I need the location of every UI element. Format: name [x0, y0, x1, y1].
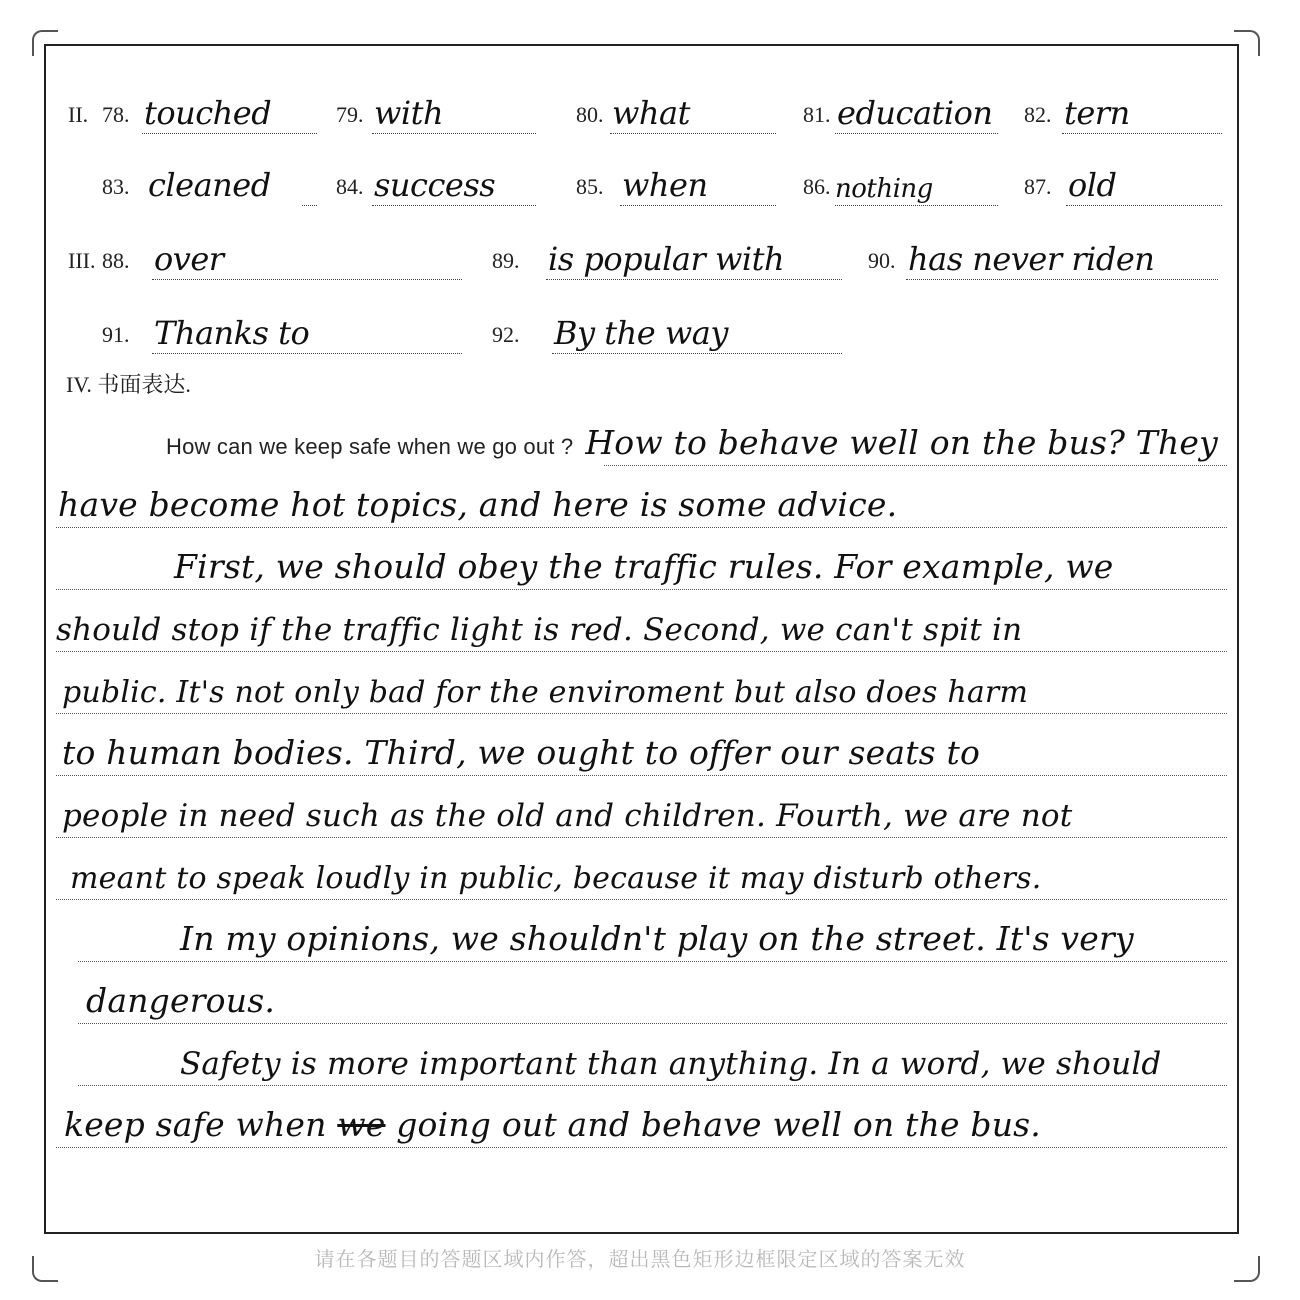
- answer-slot-78: [102, 76, 317, 136]
- answer-underline: [552, 353, 842, 354]
- essay-prompt: How can we keep safe when we go out ?: [166, 434, 574, 459]
- question-number: 86.: [803, 174, 831, 199]
- essay-line-7: [56, 776, 1227, 838]
- answer-text: is popular with: [548, 240, 785, 278]
- answer-slot-79: [336, 76, 536, 136]
- essay-text: How to behave well on the bus? They: [585, 423, 1219, 462]
- answer-slot-84: [336, 148, 536, 208]
- answer-underline: [546, 279, 842, 280]
- question-number: 89.: [492, 248, 520, 273]
- section-iii-label: III.: [68, 248, 96, 273]
- answer-text: education: [837, 94, 993, 132]
- answer-underline: [152, 279, 462, 280]
- essay-line-11: [56, 1024, 1227, 1086]
- question-number: 87.: [1024, 174, 1052, 199]
- question-number: 90.: [868, 248, 896, 273]
- essay-text: In my opinions, we shouldn't play on the street. It's very: [180, 919, 1134, 958]
- section-ii-row-2: [46, 148, 1236, 208]
- frame-corner: [1234, 1256, 1260, 1282]
- answer-text: nothing: [835, 174, 933, 204]
- answer-slot-87: [1024, 148, 1222, 208]
- answer-underline: [1062, 133, 1222, 134]
- answer-underline: [142, 133, 317, 134]
- question-number: 92.: [492, 322, 520, 347]
- answer-text: cleaned: [148, 166, 271, 204]
- essay-line-8: [56, 838, 1227, 900]
- answer-text: what: [612, 94, 690, 132]
- question-number: 91.: [102, 322, 130, 347]
- answer-slot-80: [576, 76, 776, 136]
- section-ii-row-1: [46, 76, 1236, 136]
- essay-text: dangerous.: [86, 981, 276, 1020]
- section-ii-label: II.: [68, 102, 89, 127]
- essay-line-6: [56, 714, 1227, 776]
- section-iii-row-1: [46, 222, 1236, 282]
- answer-text: has never riden: [908, 240, 1155, 278]
- question-number: 80.: [576, 102, 604, 127]
- section-iii-row-2: [46, 296, 1236, 356]
- essay-text: have become hot topics, and here is some advice.: [58, 485, 898, 524]
- crossed-out-word: we: [337, 1105, 386, 1144]
- question-number: 84.: [336, 174, 364, 199]
- question-number: 85.: [576, 174, 604, 199]
- answer-underline: [372, 133, 536, 134]
- essay-text: to human bodies. Third, we ought to offer our seats to: [62, 733, 981, 772]
- essay-line-2: [56, 466, 1227, 528]
- essay-text: going out and behave well on the bus.: [396, 1105, 1041, 1144]
- answer-slot-92: [492, 296, 842, 356]
- answer-text: success: [374, 166, 496, 204]
- question-number: 88.: [102, 248, 130, 273]
- answer-slot-82: [1024, 76, 1222, 136]
- answer-slot-89: [492, 222, 842, 282]
- answer-slot-91: [102, 296, 462, 356]
- essay-text: people in need such as the old and children. Fourth, we are not: [62, 798, 1073, 834]
- answer-underline: [372, 205, 536, 206]
- answer-slot-86: [803, 148, 998, 208]
- answer-underline: [610, 133, 776, 134]
- question-number: 82.: [1024, 102, 1052, 127]
- answer-slot-90: [868, 222, 1218, 282]
- answer-text: over: [154, 240, 224, 278]
- essay-line-3: [56, 528, 1227, 590]
- section-iv-label: IV. 书面表达.: [66, 372, 191, 397]
- answer-text: old: [1068, 166, 1117, 204]
- answer-underline: [620, 205, 776, 206]
- essay-text: Safety is more important than anything. In a word, we should: [180, 1046, 1162, 1082]
- essay-line-10: [56, 962, 1227, 1024]
- answer-slot-88: [102, 222, 462, 282]
- answer-text: By the way: [554, 314, 728, 352]
- footer-notice: 请在各题目的答题区域内作答，超出黑色矩形边框限定区域的答案无效: [314, 1247, 966, 1271]
- essay-text: should stop if the traffic light is red. Second, we can't spit in: [56, 612, 1023, 648]
- answer-slot-81: [803, 76, 998, 136]
- answer-slot-85: [576, 148, 776, 208]
- question-number: 83.: [102, 174, 130, 199]
- answer-sheet: [44, 44, 1239, 1234]
- answer-underline: [835, 205, 998, 206]
- essay-text: public. It's not only bad for the enviroment but also does harm: [62, 675, 1029, 710]
- essay-text: keep safe when: [64, 1105, 327, 1144]
- answer-text: tern: [1064, 94, 1130, 132]
- answer-text: Thanks to: [154, 314, 310, 352]
- answer-text: touched: [144, 94, 272, 132]
- answer-text: when: [622, 166, 708, 204]
- answer-underline: [152, 353, 462, 354]
- frame-corner: [32, 1256, 58, 1282]
- essay-text: meant to speak loudly in public, because it may disturb others.: [70, 861, 1042, 896]
- essay-text: First, we should obey the traffic rules. For example, we: [174, 547, 1114, 586]
- answer-slot-83: [102, 148, 317, 208]
- essay-line-9: [56, 900, 1227, 962]
- question-number: 78.: [102, 102, 130, 127]
- answer-underline: [835, 133, 998, 134]
- question-number: 79.: [336, 102, 364, 127]
- essay-line-12: [56, 1086, 1227, 1148]
- answer-text: with: [374, 94, 444, 132]
- question-number: 81.: [803, 102, 831, 127]
- answer-underline: [906, 279, 1218, 280]
- essay-line-4: [56, 590, 1227, 652]
- answer-underline: [1066, 205, 1222, 206]
- essay-line-1: [56, 404, 1227, 466]
- answer-underline: [302, 205, 317, 206]
- essay-line-5: [56, 652, 1227, 714]
